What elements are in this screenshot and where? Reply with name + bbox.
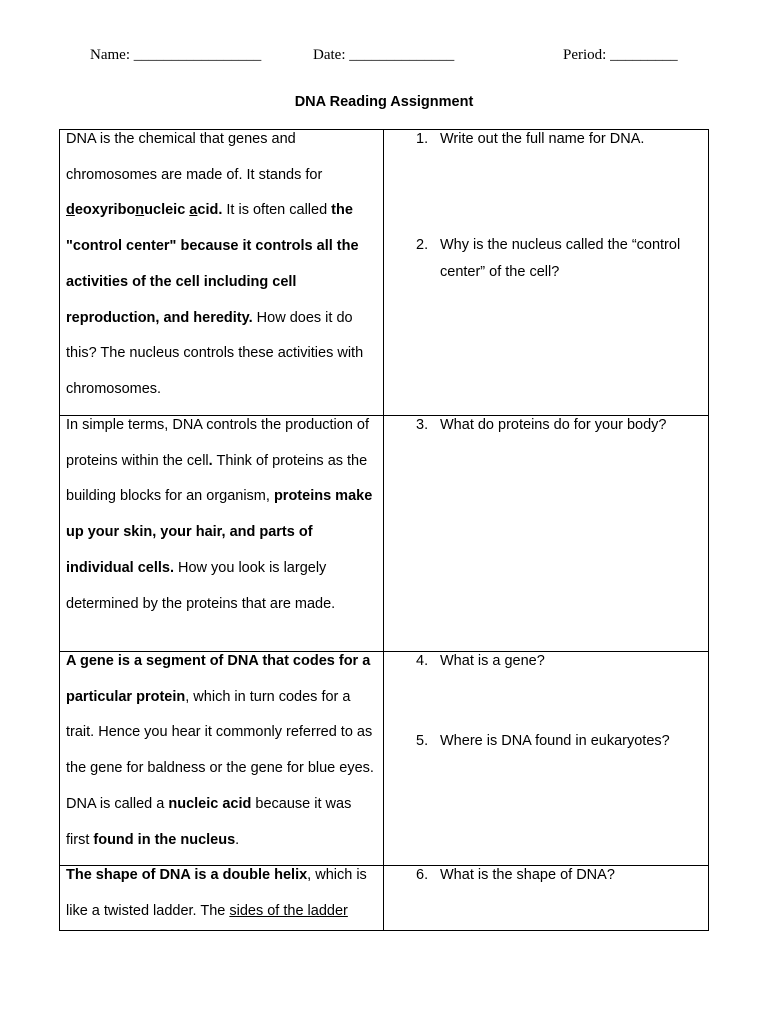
passage-cell [60,416,384,652]
period-field[interactable] [563,47,678,64]
question-number: 1. [416,131,429,147]
passage-span: In simple terms, DNA controls the production of proteins within the cell [66,417,370,469]
question-item [384,728,702,755]
question-text: What is the shape of DNA? [440,867,615,883]
question-cell [384,130,709,416]
passage-span: a [189,202,198,219]
table-row [60,866,709,931]
passage-bold: . [208,452,213,469]
passage-bold: proteins make up your skin, your hair, and parts of individual cells. [66,488,373,576]
passage-cell [60,130,384,416]
table-row [60,130,709,416]
page-title: DNA Reading Assignment [294,94,474,110]
passage-span: because it was first [66,795,352,848]
passage-bold: the "control center" because it controls all the activities of the cell including cell reproduction, and heredity. [66,202,359,326]
passage-text [66,122,377,408]
question-text: What is a gene? [440,653,545,669]
name-blank[interactable]: _________________ [133,47,262,63]
question-item [384,232,702,286]
date-blank[interactable]: ______________ [349,47,455,63]
passage-span: It is often called [222,202,332,219]
passage-span: How does it do this? The nucleus controls these activities with chromosomes. [66,309,364,397]
passage-bold: The shape of DNA is a double helix [66,867,308,883]
passage-bold: A gene is a segment of DNA that codes for a particular protein [66,653,371,705]
question-number: 2. [416,237,429,253]
passage-span: d [66,202,75,219]
question-number: 6. [416,867,429,883]
passage-bold: nucleic acid [168,795,252,812]
reading-table [59,129,709,931]
question-number: 4. [416,653,429,669]
name-label: Name: [90,47,130,63]
question-cell [384,866,709,931]
passage-span: How you look is largely determined by the proteins that are made. [66,559,336,612]
passage-span: cid. [197,202,223,219]
question-list [384,126,702,286]
passage-underline: sides of the ladder [229,902,348,919]
question-text: What do proteins do for your body? [440,417,667,433]
table-row [60,652,709,866]
question-list [384,862,702,889]
question-item [384,412,702,439]
period-blank[interactable]: _________ [610,47,678,63]
table-row [60,416,709,652]
passage-span: n [135,202,145,219]
passage-span: , which in turn codes for a trait. Hence you hear it commonly referred to as the gene for baldness or the gene for blue eyes. DNA is called a [66,688,374,812]
name-field[interactable] [90,47,261,64]
question-text: Where is DNA found in eukaryotes? [440,733,670,749]
question-number: 3. [416,417,429,433]
question-item [384,862,702,889]
question-item [384,648,702,675]
passage-cell [60,866,384,931]
question-list [384,412,702,439]
date-label: Date: [313,47,346,63]
passage-bold: found in the nucleus [93,831,236,848]
question-text: Why is the nucleus called the “control center” of the cell? [440,237,681,280]
period-label: Period: [563,47,607,63]
question-text: Write out the full name for DNA. [440,131,645,147]
passage-text [66,858,377,929]
passage-cell [60,652,384,866]
question-cell [384,652,709,866]
passage-span: eoxyribo [74,202,136,219]
passage-span: , which is like a twisted ladder. The [66,867,367,919]
question-cell [384,416,709,652]
question-item [384,126,702,153]
passage-span: DNA is the chemical that genes and chromosomes are made of. It stands for [66,131,323,183]
question-list [384,648,702,755]
question-number: 5. [416,733,429,749]
passage-span: . [235,831,240,848]
passage-text [66,408,377,622]
passage-text [66,644,377,858]
passage-span: ucleic [144,202,190,219]
passage-span: Think of proteins as the building blocks for an organism, [66,452,368,505]
date-field[interactable] [313,47,454,64]
